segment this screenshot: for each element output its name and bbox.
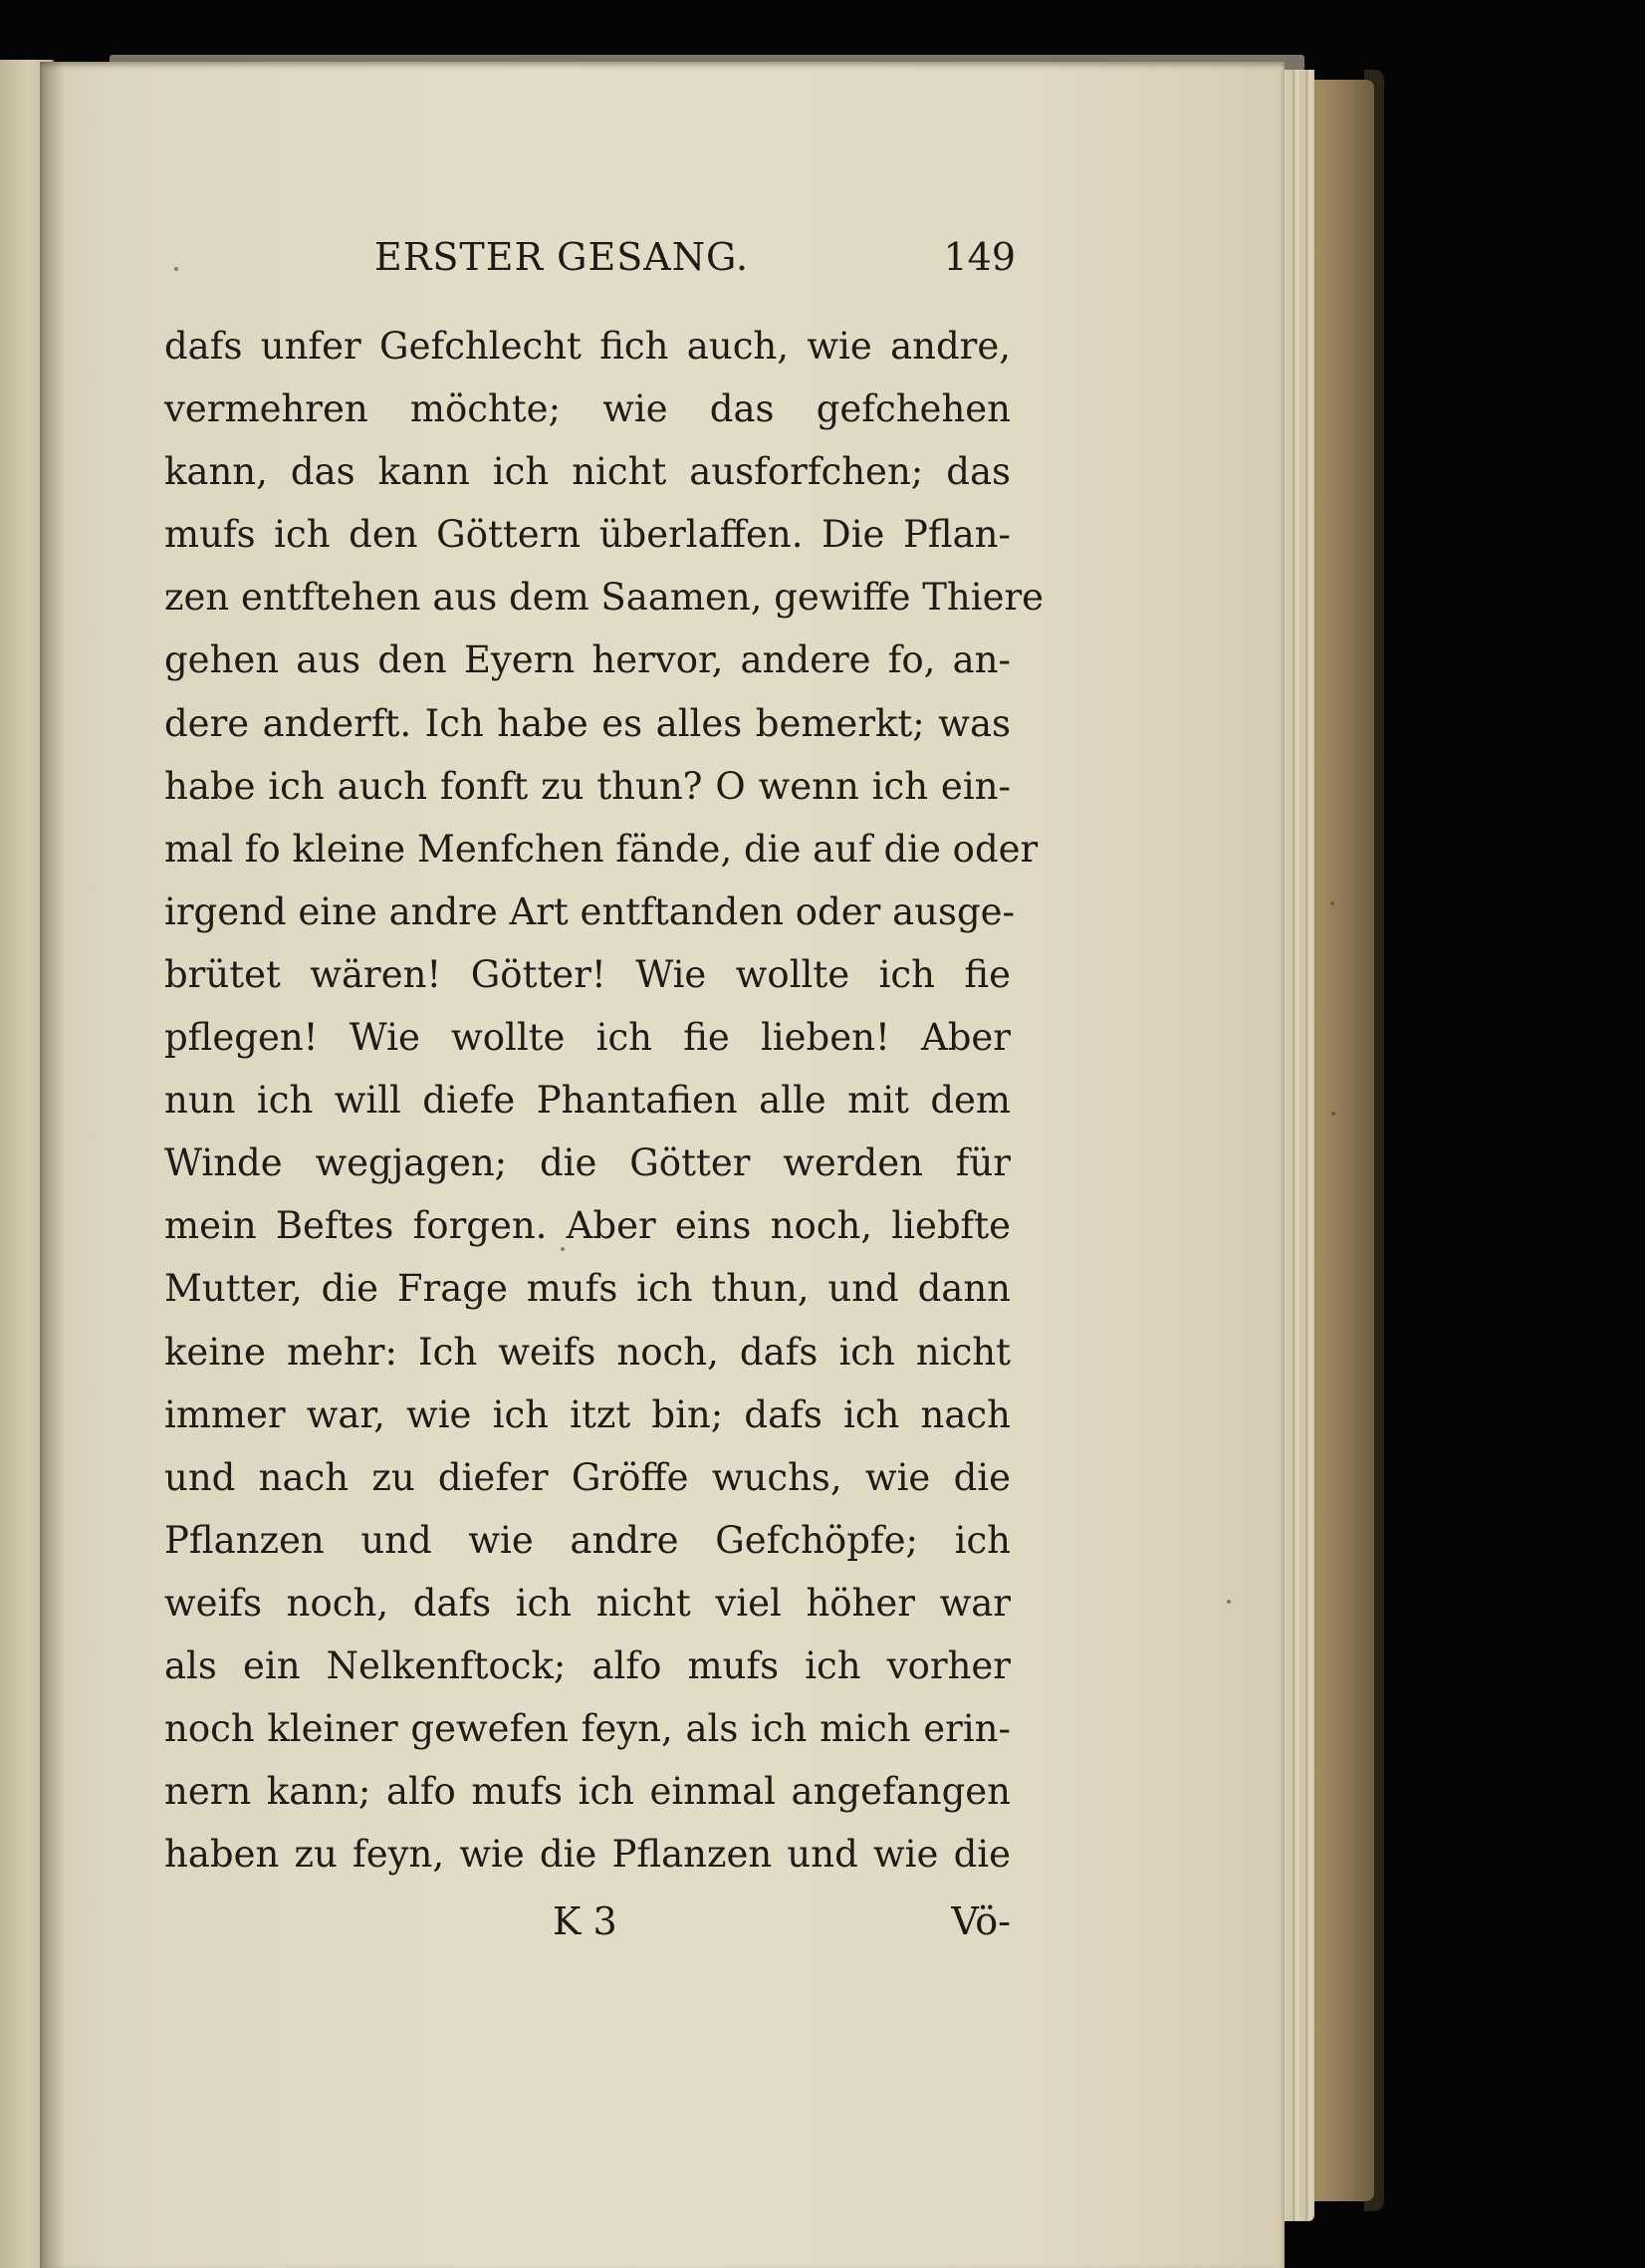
text-line: Winde wegjagen; die Götter werden für [164, 1141, 1011, 1185]
text-line: kann, das kann ich nicht ausforfchen; das [164, 450, 1011, 494]
text-line: dere anderft. Ich habe es alles bemerkt; was [164, 701, 1011, 745]
gutter-shadow [40, 62, 64, 2268]
text-line: mufs ich den Göttern überlaffen. Die Pflan- [164, 513, 1011, 557]
signature-mark: K 3 [553, 1899, 617, 1943]
text-line: pflegen! Wie wollte ich fie lieben! Aber [164, 1016, 1011, 1060]
text-line: als ein Nelkenftock; alfo mufs ich vorher [164, 1643, 1011, 1687]
text-line: irgend eine andre Art entftanden oder ausge- [164, 889, 1016, 933]
page-header [169, 235, 1016, 295]
text-line: keine mehr: Ich weifs noch, dafs ich nicht [164, 1330, 1011, 1374]
text-line: Pflanzen und wie andre Gefchöpfe; ich [164, 1518, 1011, 1562]
text-line: und nach zu diefer Gröffe wuchs, wie die [164, 1455, 1011, 1499]
text-line: weifs noch, dafs ich nicht viel höher war [164, 1581, 1011, 1625]
text-line: nern kann; alfo mufs ich einmal angefangen [164, 1770, 1011, 1814]
text-line: gehen aus den Eyern hervor, andere fo, an- [164, 638, 1011, 682]
page-footer [164, 1899, 1011, 1959]
body-text [164, 315, 1045, 1886]
text-line: haben zu feyn, wie die Pflanzen und wie die [164, 1833, 1011, 1877]
text-line: noch kleiner gewefen feyn, als ich mich erin- [164, 1707, 1011, 1751]
text-line: mal fo kleine Menfchen fände, die auf die oder [164, 827, 1039, 871]
text-line: habe ich auch fonft zu thun? O wenn ich ein- [164, 764, 1011, 808]
text-line: mein Beftes forgen. Aber eins noch, liebfte [164, 1204, 1011, 1248]
text-line: zen entftehen aus dem Saamen, gewiffe Thiere [164, 576, 1045, 620]
text-line: brütet wären! Götter! Wie wollte ich fie [164, 952, 1011, 996]
running-head: ERSTER GESANG. [374, 235, 750, 279]
text-line: dafs unfer Gefchlecht fich auch, wie andre, [164, 325, 1011, 368]
catchword: Vö- [951, 1899, 1011, 1943]
text-line: nun ich will diefe Phantafien alle mit dem [164, 1079, 1011, 1123]
text-line: Mutter, die Frage mufs ich thun, und dann [164, 1267, 1011, 1311]
text-line: vermehren möchte; wie das gefchehen [164, 387, 1011, 431]
page-number: 149 [943, 235, 1016, 279]
text-line: immer war, wie ich itzt bin; dafs ich nach [164, 1392, 1011, 1436]
